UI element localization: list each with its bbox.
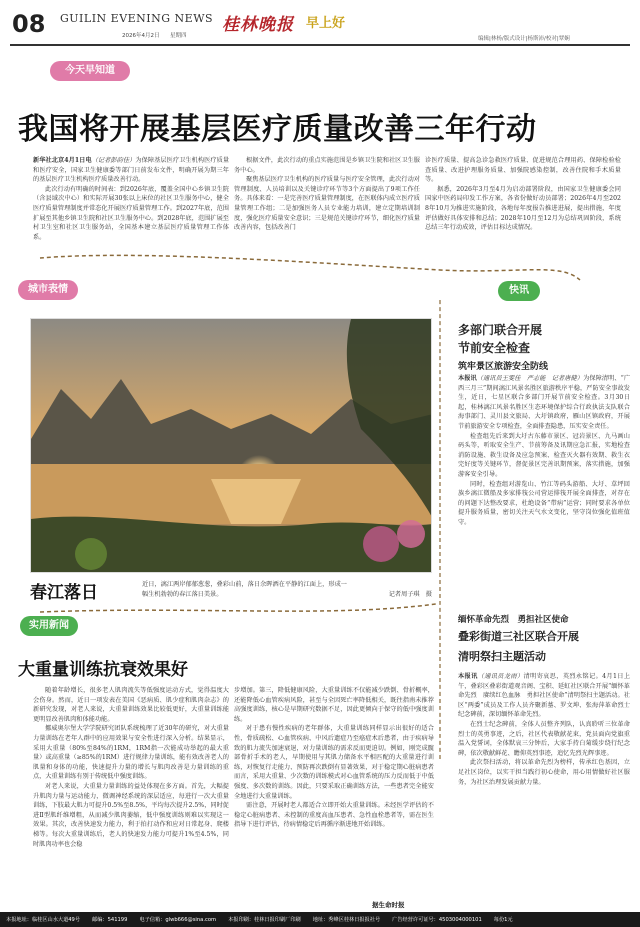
sunset-river-image — [31, 319, 432, 573]
section-tag-city: 城市表情 — [18, 280, 78, 300]
main-headline: 我国将开展基层医疗质量改善三年行动 — [18, 112, 537, 147]
footer-printer-address: 地址：秀峰区桂林日报报社号 — [312, 917, 381, 923]
column-name: 早上好 — [306, 16, 346, 31]
paper-logo: 桂林晚报 — [222, 15, 294, 35]
practical-source: 据生命时报 — [372, 901, 405, 909]
express-story1-byline-detail: （通讯员王雯佳 严志能 记者唐健） — [476, 375, 584, 382]
express-story1-body — [458, 374, 630, 528]
footer-postcode: 邮编：541199 — [92, 917, 128, 923]
express-story2-paragraph-1: 清明寄哀思，英烈永铭记。4月1日上午，叠彩区叠彩街道观音阁、宝积、延虹社区联合开展“缅怀革命先烈 赓续红色血脉 勇担社区使命”清明祭扫主题活动。社区“两委”成员及工作人员齐聚新墓、罗文坤、张海萍革命烈士纪念碑前，深切缅怀革命先烈。 — [458, 673, 631, 719]
express-story1-paragraph-2: 检查组先后来到大圩古东藤市景区、冠岩景区、九马画山码头等，听取安全生产、节前筹备及讯期应急汇报，实地检查消防设施、救生设备及应急预案、检查灭火器有效期、救生衣完好度等关键环节，督促景区完善讯期预案，落实措施，加强游客安全引导。 — [458, 432, 630, 478]
lead-col2-paragraph-1: 根据文件，此次行动的重点实施范围是乡镇卫生院和社区卫生服务中心。 — [234, 157, 420, 174]
lead-col3-paragraph-1: 诊医疗质量、提高急诊急救医疗质量、促进规范合理用药、保障检验检查质量、改进护理服务质量、加强院感染控制，改善住院和手术质量等。 — [425, 157, 621, 184]
section-tag-practical: 实用新闻 — [20, 616, 78, 636]
lead-dateline: 新华社北京4月1日电 — [33, 157, 92, 164]
express-story2-paragraph-3: 此次祭扫活动，将以革命先烈为榜样，传承红色基因，立足社区岗位，以实干担当践行初心使命，用心用情做好社区服务，为社区治理发展贡献力量。 — [458, 759, 630, 786]
photo-title: 春江落日 — [30, 583, 98, 603]
issue-date: 2026年4月2日 — [122, 33, 160, 39]
footer-address: 本报地址：临桂区山水大道49号 — [6, 917, 81, 923]
express-story2-paragraph-2: 在烈士纪念碑前，全体人员整齐列队，认真聆听三位革命烈士的英勇事迹，之后，社区代表敬献花束，党员面向党旗重温入党誓词，全体默哀三分钟后，大家手持白菊缓步绕行纪念碑，依次敬献鲜花、瞻仰英烈事迹，追忆先烈光辉事迹。 — [458, 720, 630, 757]
express-story1-subtitle: 筑牢景区旅游安全防线 — [458, 362, 549, 372]
footer-price: 每份1元 — [493, 917, 513, 923]
express-story1-title-1: 多部门联合开展 — [458, 323, 543, 337]
practical-paragraph-1: 随着年龄增长，很多老人肌肉流失等低强度运动方式，觉得温度大会伤身。然而，近日一项发表在美国《恶病质、肌少症和肌肉杂志》的新研究发现，对老人来说，大重量训练效果比较低更好，大重量训练能更明显改善肌肉和体能功能。 — [33, 687, 229, 723]
practical-paragraph-2: 挪威奥尔堡大学学院研究团队系统梳理了近30年的研究，对大重量力量训练在老年人群中的应用效果与安全性进行深入分析。结果显示，采用大重量（80%至84%的1RM，1RM指一次能成功举起的最大重量）或高重量（≥85%的1RM）进行规律力量训练，能有效改善老人的肌量和身体的功能，快速提升力量的增长与肌肉改善是力量训练的重点，大重量训练有别于传统低中强度训练。 — [33, 725, 229, 781]
express-story1-title-2: 节前安全检查 — [458, 341, 531, 355]
express-story1-paragraph-3: 同时，检查组对游览山、竹江等码头游船、大圩、草坪回族乡漓江微船及多家排筏公司营运排筏开展全面排查，对存在的问题下达整改要求，杜绝设备“带病”运营；同时要求各单位提升服务质量，密切关注天气水文变化，坚守岗位强化值班值守。 — [458, 480, 630, 526]
landscape-photo — [30, 318, 432, 573]
photo-credit: 记者周子琪 摄 — [388, 591, 432, 598]
lead-reporters: （记者彭韵佳） — [91, 157, 136, 164]
express-story2-title-2: 叠彩街道三社区联合开展 — [458, 630, 579, 643]
express-story1-byline: 本报讯 — [458, 375, 477, 382]
lead-col2-paragraph-2: 聚焦基层医疗卫生机构的医疗质量与医疗安全管理，此次行动对管理制度、人员培训以及关键诊疗环节等3个方面提出了9项工作任务。具体来看：一是完善医疗质量管理制度，在医联体内成立医疗质量管理工作组；二是加强医务人员专业能力培训，建立定期培训制度，强化医疗质量安全意识；三是规范关键诊疗环节，细化医疗质量改善内容，包括改善门 — [234, 176, 420, 232]
practical-col2 — [234, 686, 434, 830]
footer-bar — [0, 912, 640, 927]
paper-english-name: GUILIN EVENING NEWS — [60, 12, 214, 25]
express-story2-byline: 本报讯 — [458, 673, 478, 680]
section-tag-today: 今天早知道 — [50, 61, 130, 81]
page-number: 08 — [12, 10, 46, 38]
section-tag-express: 快讯 — [498, 281, 540, 301]
practical-paragraph-3: 对老人来说，大重量力量训练的益处体现在多方面。首先，大幅提升肌肉力量与运动能力，微调神经系统的深层适应，每进行一次大重量训练，下肢最大肌力可提升0.5%至8.5%，平均每次提升2.5%，同时促进Ⅱ型肌纤维增粗，从而减少肌肉萎缩，低中强度训练则难以实现这一效果。其次，改善快速发力能力，利于拍打动作和应对日常起身、爬楼梯等。每次大重量训练后，老人的快速发力能力可提升1%至4.5%，同时肌肉功率也会稳 — [33, 782, 229, 848]
express-story2-body — [458, 672, 630, 787]
photo-caption: 近日，漓江两岸郁郁葱葱，叠彩山前，落日余晖洒在平静的江面上，形成一幅生机勃勃的春江落日美景。 — [142, 581, 347, 598]
practical-col1 — [33, 686, 229, 849]
practical-paragraph-5: 对于患有慢性疾病的老年群体，大重量训练同样显示出很好的适合性，骨质疏松、心血管疾病、中风后遗症乃至癌症术后患者，由于疾病导致的肌力流失加速衰退，对力量训练的需求反而更迫切。例如，刚完成髋部骨折手术的老人，早期使用与其肌力储备水平相匹配的大重量进行训练，对恢复行走能力、预防再次跌倒有显著效果，对于稳定期心脏病患者而言，采用大重量、少次数的训练模式对心血管系统的压力反而低于中低强度、多次数的训练。因此，只要采取正确训练方法，一些患者完全能安全地进行大重量训练。 — [234, 725, 434, 800]
lead-paragraph-1: 为保障基层医疗卫生机构医疗质量和医疗安全，国家卫生健康委等部门日前发布文件，明确开展为期三年的基层医疗卫生机构医疗质量改善行动。 — [33, 157, 230, 184]
footer-license: 广告经营许可证号：4503004000101 — [392, 917, 482, 923]
footer-printer: 本报印刷：桂林日报印刷厂印刷 — [228, 917, 301, 923]
footer-email: 电子信箱：glwb666@sina.com — [139, 917, 217, 923]
practical-paragraph-6: 需注意，开展时老人都适合立即开始大重量训练。未经医学评估的不稳定心脏病患者、未控制的重度高血压患者、急性血栓患者等，需在医生指导下进行评估，待病情稳定后再循序渐进地开始训练。 — [234, 802, 434, 829]
express-story2-title-3: 清明祭扫主题活动 — [458, 650, 546, 663]
lead-col3-paragraph-2: 据悉，2026年3月至4月为启动部署阶段，由国家卫生健康委会同国家中医药局印发工作方案，各省份做好动员部署；2026年4月至2028年10月为推进实施阶段，各地每年度报告推进进展，提出措施，年度评估做好具体安排和总结；2028年10月至12月为总结巩固阶段，系统总结三年行动成效，评估目标达成情况。 — [425, 185, 621, 232]
lead-paragraph-2: 此次行动有明确的时间表：到2026年底，覆盖全国中心乡镇卫生院（含县域次中心）和实际开展30张以上床位的社区卫生服务中心，健全医疗质量管理制度并常态化开展医疗质量管理工作。到2027年底，范围扩展至其他乡镇卫生院和社区卫生服务中心。到2028年底，范围扩展至村卫生室和社区卫生服务站，全国基本建立基层医疗质量管理工作体系。 — [33, 185, 229, 241]
practical-paragraph-4: 步增加。第三，降低健康风险，大重量训练不仅能减少跌倒、骨折概率，还能降低心血管疾病风险，甚至与全因死亡率降低相关，既往指南未推荐高强度训练，核心是早期研究数据不足，因此更倾向于保守的低中强度训练。 — [234, 687, 434, 723]
editor-credits: 编辑|林杨/版式设计|杨斯沛/校对|覃娴 — [478, 36, 570, 42]
practical-headline: 大重量训练抗衰效果好 — [18, 660, 188, 680]
express-story2-title-1: 缅怀革命先烈 勇担社区使命 — [458, 615, 569, 625]
issue-weekday: 星期四 — [170, 33, 187, 39]
express-story2-byline-detail: （通讯员龙雨） — [477, 673, 524, 680]
express-story1-paragraph-1: 为保障清明、“广西三月三”期间漓江风景名胜区旅游秩序平稳，严防安全事故发生，近日，七星区联合多部门开展节前安全检查。3月30日起，桂林漓江风景名胜区生态环境保护综合行政执法支队联合海事部门、灵川县文旅局、大圩镇政府，雁山区镇政府，开展节前旅游安全专项检查，全面排查隐患，压实安全责任。 — [458, 375, 631, 430]
